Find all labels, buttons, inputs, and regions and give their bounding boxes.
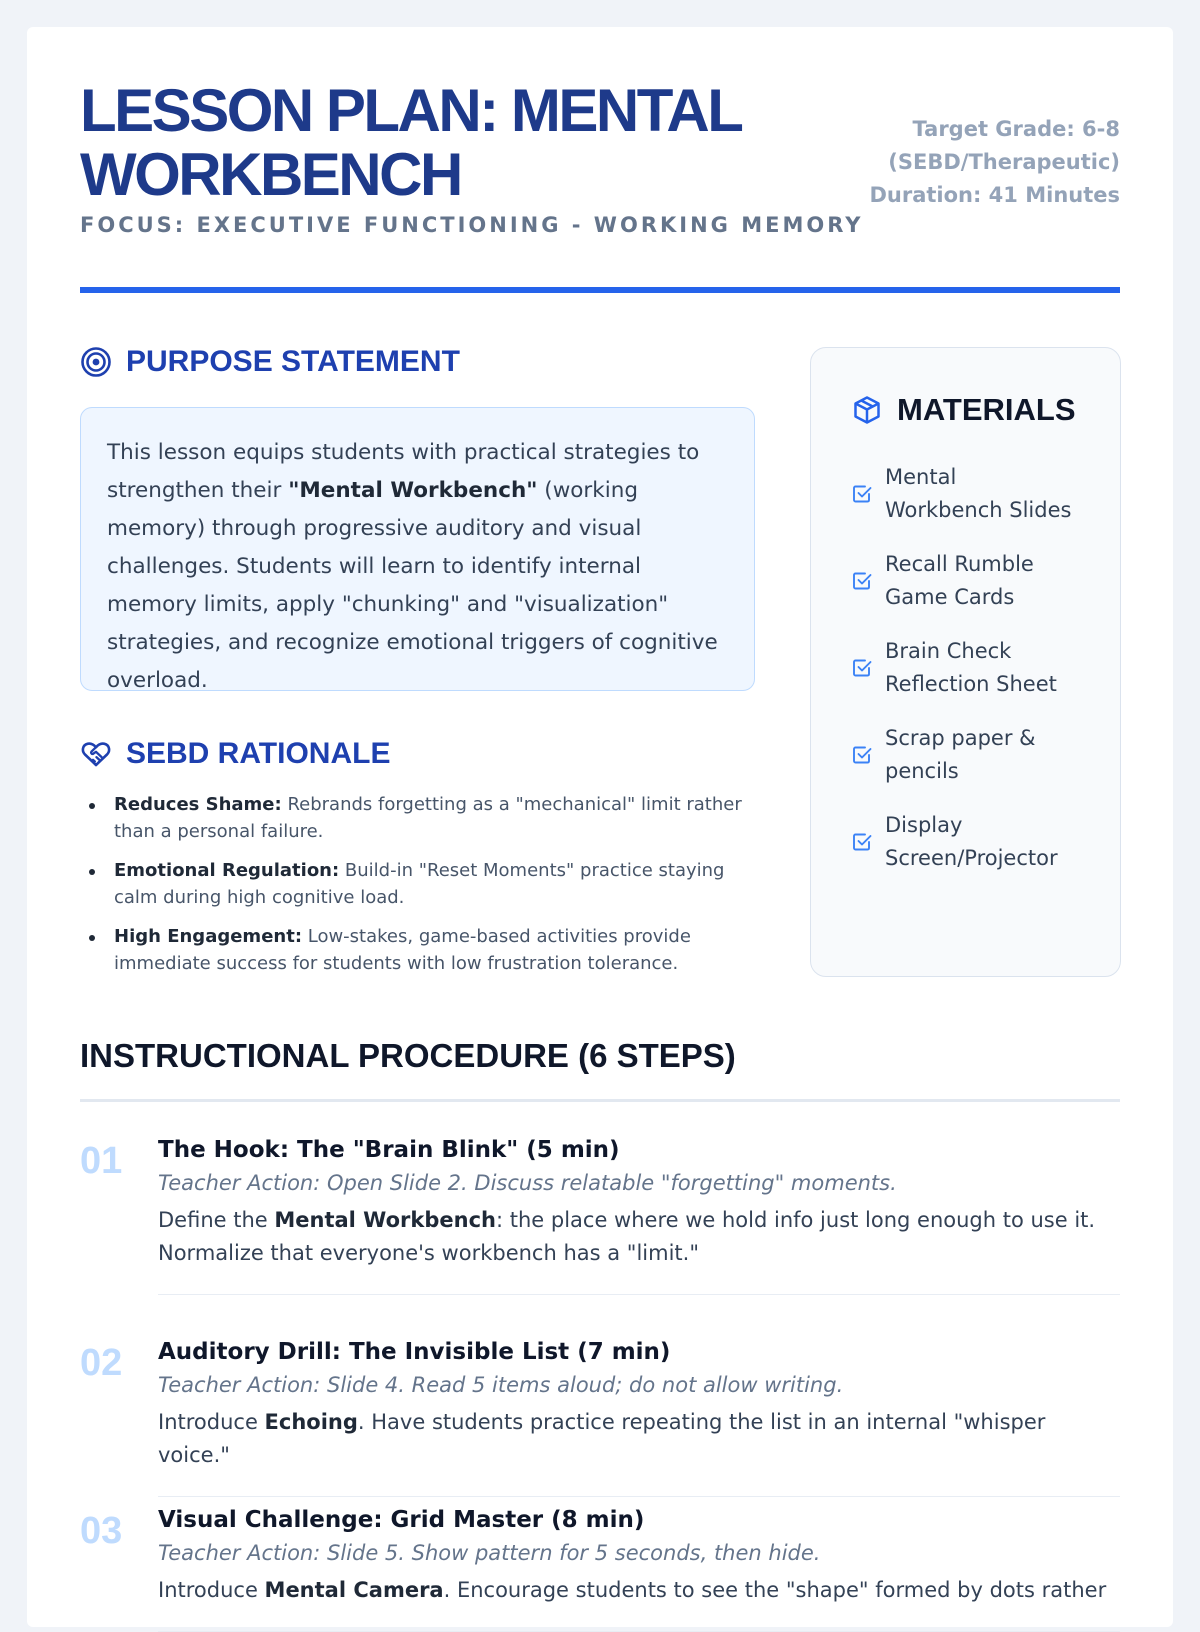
step-description [158,1204,1120,1270]
step-number: 02 [80,1342,123,1384]
step-body [158,1504,1120,1632]
checkbox-icon [851,483,873,505]
step-title: The Hook: The "Brain Blink" (5 min) [158,1137,620,1163]
step-number: 01 [80,1140,123,1182]
material-item [851,450,1080,537]
checkbox-icon [851,831,873,853]
package-box-icon [851,394,883,426]
step-desc-end: : the place where we hold info just long enough to use it. Normalize that everyone's workbench has a "limit." [158,1208,1096,1265]
purpose-heading-label: PURPOSE STATEMENT [126,345,460,378]
procedure-step [80,1336,1120,1497]
step-desc-start: Introduce [158,1410,265,1434]
step-desc-term: Echoing [264,1410,358,1434]
step-desc-end: . Encourage students to see the "shape" formed by dots rather [443,1578,1107,1602]
checkbox-icon [851,744,873,766]
rationale-list [80,792,760,990]
page-title: LESSON PLAN: MENTAL WORKBENCH [80,77,741,208]
rationale-item-text: Build-in "Reset Moments" practice staying calm during high cognitive load. [114,860,725,908]
checkbox-icon [851,657,873,679]
rationale-item-text: Rebrands forgetting as a "mechanical" limit rather than a personal failure. [114,794,742,842]
step-body [158,1134,1120,1295]
step-title: Visual Challenge: Grid Master (8 min) [158,1507,645,1533]
rationale-item-label: High Engagement: [114,926,303,947]
sebd-rationale-heading [80,737,390,771]
step-description [158,1406,1120,1472]
material-item [851,537,1080,624]
material-label: Display Screen/Projector [885,812,1058,870]
sebd-rationale-label: SEBD RATIONALE [126,737,391,770]
procedure-heading: INSTRUCTIONAL PROCEDURE (6 STEPS) [80,1037,1120,1102]
lesson-meta [860,113,1120,212]
rationale-item [80,792,760,845]
purpose-text-end: (working memory) through progressive auditory and visual challenges. Students will learn to identify internal memory limits, apply "chunking" and "visualization" strategies, and recognize emotional triggers of cognitive overload. [107,478,718,693]
program-type: (SEBD/Therapeutic) [888,150,1120,174]
material-label: Brain Check Reflection Sheet [885,638,1057,696]
target-icon [80,346,112,378]
heart-handshake-icon [80,738,112,770]
page-header [80,27,1120,293]
step-title: Auditory Drill: The Invisible List (7 min) [158,1339,671,1365]
lesson-duration: Duration: 41 Minutes [869,183,1120,207]
materials-card [810,347,1121,977]
procedure-step [80,1504,1120,1632]
purpose-text-emphasis: "Mental Workbench" [288,478,538,503]
material-item [851,798,1080,885]
rationale-item [80,924,760,977]
procedure-step [80,1134,1120,1295]
rationale-item [80,858,760,911]
material-item [851,624,1080,711]
materials-heading [851,392,1080,428]
materials-heading-label: MATERIALS [897,392,1076,427]
step-desc-end: . Have students practice repeating the list in an internal "whisper voice." [158,1410,1046,1467]
step-desc-start: Introduce [158,1578,265,1602]
step-teacher-action: Teacher Action: Slide 5. Show pattern for 5 seconds, then hide. [158,1541,821,1565]
material-label: Recall Rumble Game Cards [885,551,1034,609]
purpose-statement-box [80,407,755,691]
checkbox-icon [851,570,873,592]
step-number: 03 [80,1510,123,1552]
step-description [158,1574,1120,1607]
material-item [851,711,1080,798]
step-body [158,1336,1120,1497]
material-label: Mental Workbench Slides [885,464,1072,522]
step-desc-term: Mental Camera [264,1578,444,1602]
step-desc-start: Define the [158,1208,275,1232]
target-grade: Target Grade: 6-8 [912,117,1120,141]
material-label: Scrap paper & pencils [885,725,1036,783]
purpose-text-start: This lesson equips students with practical strategies to strengthen their [107,440,700,503]
rationale-item-label: Emotional Regulation: [114,860,340,881]
focus-subtitle: FOCUS: EXECUTIVE FUNCTIONING - WORKING MEMORY [80,213,864,237]
step-teacher-action: Teacher Action: Slide 4. Read 5 items aloud; do not allow writing. [158,1373,844,1397]
rationale-item-label: Reduces Shame: [114,794,282,815]
step-desc-term: Mental Workbench [274,1208,496,1232]
step-teacher-action: Teacher Action: Open Slide 2. Discuss relatable "forgetting" moments. [158,1171,897,1195]
purpose-heading [80,345,460,379]
rationale-item-text: Low-stakes, game-based activities provide immediate success for students with low frustration tolerance. [114,926,691,974]
